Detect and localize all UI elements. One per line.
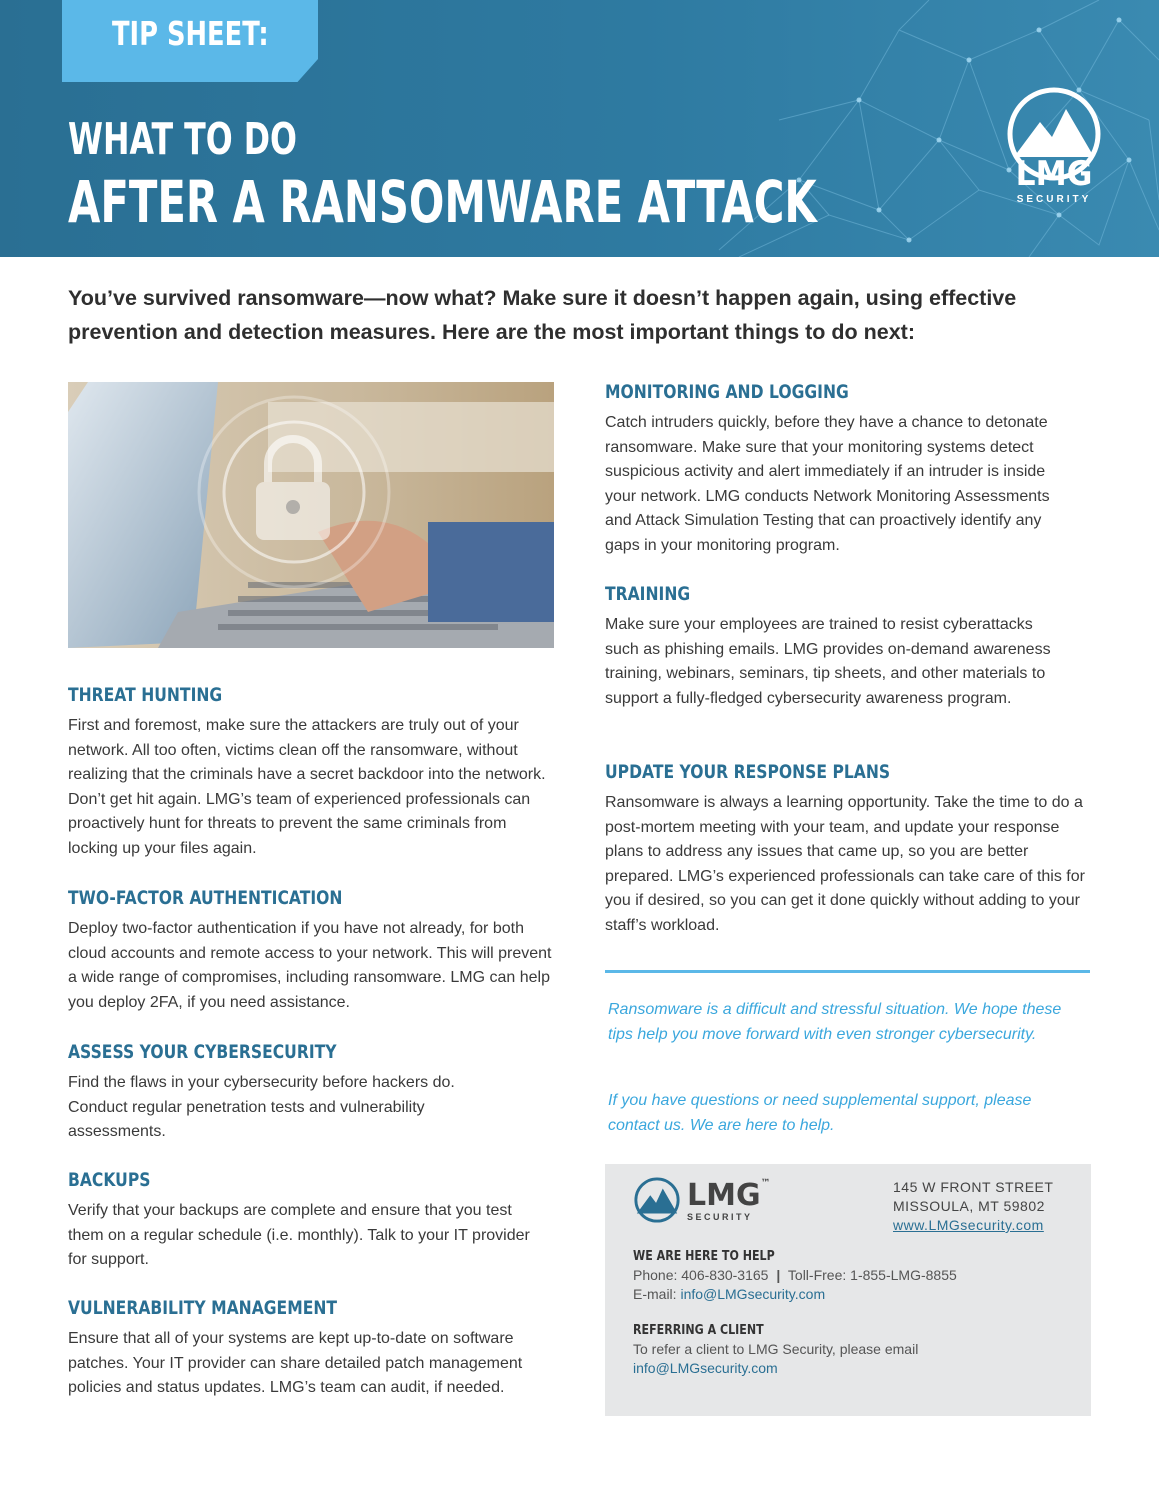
section-heading: THREAT HUNTING [68, 684, 223, 706]
section-body: First and foremost, make sure the attackers are truly out of your network. All too often, victims clean off the ransomware, without realizing that the criminals have a secret backdoor into the network. Don’t get hit again. LMG’s team of experienced professionals can proactively hunt for threats to prevent the same criminals from locking up your files again. [68, 717, 546, 857]
header-banner [0, 0, 1159, 257]
contact-logo-subtext: SECURITY [687, 1212, 753, 1222]
section-assess-cybersecurity [68, 1039, 508, 1145]
email-link[interactable]: info@LMGsecurity.com [680, 1286, 826, 1302]
phone-number[interactable]: 406-830-3165 [681, 1267, 769, 1283]
section-heading: ASSESS YOUR CYBERSECURITY [68, 1041, 337, 1063]
section-body: Catch intruders quickly, before they have a chance to detonate ransomware. Make sure that your monitoring systems detect suspicious activity and alert immediately if an intruder is inside your network. LMG conducts Network Monitoring Assessments and Attack Simulation Testing that can proactively identify any gaps in your monitoring program. [605, 414, 1050, 554]
section-body: Ransomware is always a learning opportunity. Take the time to do a post-mortem meeting with your team, and update your response plans to address any issues that came up, so you are better prepared. LMG’s experienced professionals can take care of this for you if desired, so you can get it done quickly without adding to your staff’s workload. [605, 794, 1085, 934]
section-backups [68, 1167, 548, 1273]
address-line2: MISSOULA, MT 59802 [893, 1198, 1045, 1214]
page-title-line2: AFTER A RANSOMWARE ATTACK [68, 168, 817, 236]
divider [605, 970, 1090, 973]
section-body: Find the flaws in your cybersecurity before hackers do. Conduct regular penetration tests and vulnerability assessments. [68, 1074, 455, 1141]
section-heading: TRAINING [605, 583, 691, 605]
phone-label: Phone: [633, 1267, 678, 1283]
contact-box [605, 1164, 1091, 1416]
email-label: E-mail: [633, 1286, 677, 1302]
section-heading: UPDATE YOUR RESPONSE PLANS [605, 761, 891, 783]
website-link[interactable]: www.LMGsecurity.com [893, 1217, 1044, 1233]
section-heading: BACKUPS [68, 1169, 151, 1191]
section-threat-hunting [68, 682, 558, 862]
section-monitoring-logging [605, 379, 1080, 559]
intro-text: You’ve survived ransomware—now what? Make sure it doesn’t happen again, using effective prevention and detection measures. Here are the most important things to do next: [68, 286, 1017, 344]
section-training [605, 581, 1055, 711]
section-body: Make sure your employees are trained to resist cyberattacks such as phishing emails. LMG provides on-demand awareness training, webinars, seminars, tip sheets, and other materials to support a fully-fledged cybersecurity awareness program. [605, 616, 1051, 707]
section-vulnerability-management [68, 1295, 563, 1401]
laptop-lock-photo [68, 382, 554, 648]
lmg-logo-icon [633, 1176, 681, 1224]
section-update-response-plans [605, 759, 1085, 939]
address-block [893, 1178, 1053, 1235]
section-heading: MONITORING AND LOGGING [605, 381, 849, 403]
closing-paragraph-1: Ransomware is a difficult and stressful situation. We hope these tips help you move forward with even stronger cybersecurity. [608, 1001, 1062, 1043]
section-body: Ensure that all of your systems are kept up-to-date on software patches. Your IT provider can share detailed patch management policies and status updates. LMG’s team can audit, if needed. [68, 1330, 523, 1397]
trademark-mark: ™ [760, 1178, 771, 1189]
tollfree-number[interactable]: 1-855-LMG-8855 [850, 1267, 957, 1283]
section-heading: VULNERABILITY MANAGEMENT [68, 1297, 338, 1319]
logo-subtext: SECURITY [1016, 194, 1092, 205]
help-heading: WE ARE HERE TO HELP [633, 1248, 775, 1264]
section-two-factor [68, 885, 558, 1015]
referring-text: To refer a client to LMG Security, please email [633, 1341, 919, 1357]
phone-line [633, 1267, 957, 1283]
contact-logo-text: LMG™ [687, 1178, 771, 1213]
referring-email-link[interactable]: info@LMGsecurity.com [633, 1360, 778, 1376]
section-body: Deploy two-factor authentication if you have not already, for both cloud accounts and remote access to your network. This will prevent a wide range of compromises, including ransomware. LMG can help you deploy 2FA, if you need assistance. [68, 920, 552, 1011]
separator: | [776, 1267, 781, 1283]
page-title-line1: WHAT TO DO [68, 114, 297, 165]
email-line [633, 1286, 825, 1302]
closing-paragraph-2: If you have questions or need supplemental support, please contact us. We are here to help. [608, 1092, 1032, 1134]
logo-text: LMG [1015, 154, 1093, 194]
section-body: Verify that your backups are complete and ensure that you test them on a regular schedule (i.e. monthly). Talk to your IT provider for support. [68, 1202, 530, 1269]
referring-heading: REFERRING A CLIENT [633, 1322, 764, 1338]
tollfree-label: Toll-Free: [787, 1267, 847, 1283]
address-line1: 145 W FRONT STREET [893, 1179, 1054, 1195]
section-heading: TWO-FACTOR AUTHENTICATION [68, 887, 343, 909]
tip-sheet-label: TIP SHEET: [112, 14, 269, 53]
